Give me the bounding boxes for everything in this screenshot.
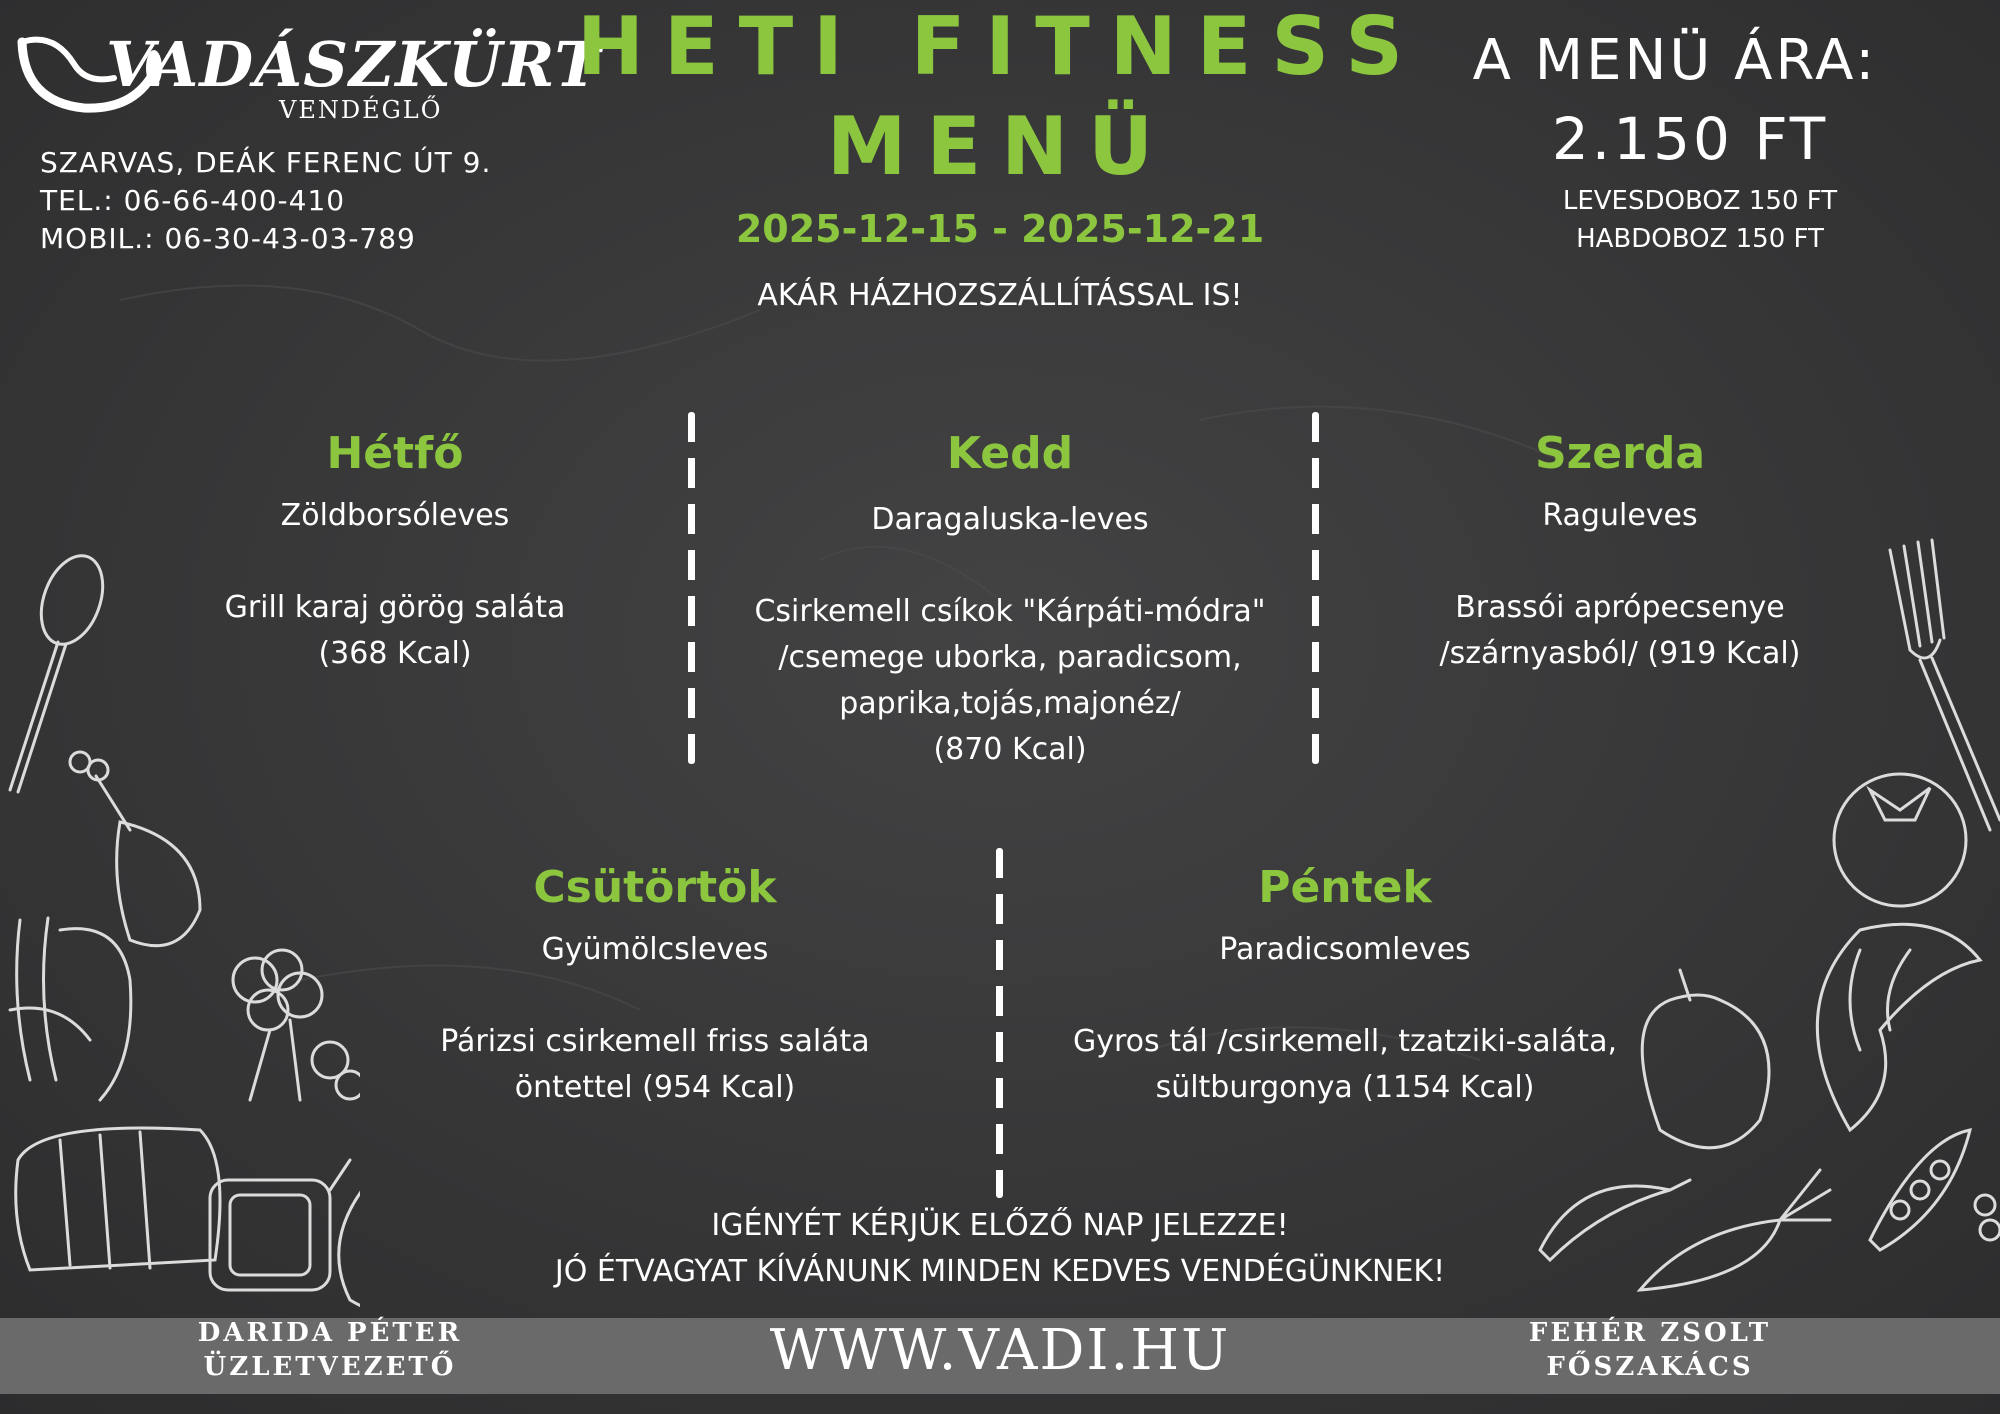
- menu-title-line2: MENÜ: [826, 100, 1174, 193]
- order-notice: IGÉNYÉT KÉRJÜK ELŐZŐ NAP JELEZZE!: [711, 1208, 1289, 1243]
- garlic-icon: [330, 1160, 360, 1315]
- logo-subtitle: VENDÉGLŐ: [279, 96, 443, 124]
- main-dish-line: Grill karaj görög saláta: [224, 590, 566, 625]
- main-dish-line: (870 Kcal): [933, 732, 1087, 767]
- main-dish-line: sültburgonya (1154 Kcal): [1155, 1070, 1535, 1105]
- logo-name: VADÁSZKÜRT: [106, 28, 602, 101]
- sausage-icon: [10, 918, 131, 1100]
- menu-dates: 2025-12-15 - 2025-12-21: [735, 207, 1265, 251]
- soup-item: Paradicsomleves: [1219, 932, 1471, 967]
- fork-icon: [1890, 540, 2000, 830]
- tomato-icon: [1834, 774, 1966, 906]
- contact-address: SZARVAS, DEÁK FERENC ÚT 9.: [40, 146, 492, 179]
- broccoli-icon: [233, 950, 360, 1100]
- bread-icon: [16, 1128, 330, 1290]
- column-divider: [1312, 412, 1319, 764]
- chicken-leg-icon: [70, 752, 200, 946]
- main-dish-line: /szárnyasból/ (919 Kcal): [1439, 636, 1801, 671]
- bon-appetit-note: JÓ ÉTVAGYAT KÍVÁNUNK MINDEN KEDVES VENDÉGÜNKNEK!: [554, 1254, 1446, 1289]
- chili-icon: [1540, 1180, 1690, 1260]
- left-food-illustrations: [0, 540, 360, 1330]
- day-name: Csütörtök: [533, 862, 777, 913]
- chef-name: FEHÉR ZSOLT: [1528, 1318, 1772, 1348]
- peas-icon: [1870, 1130, 2000, 1250]
- day-name: Péntek: [1258, 862, 1432, 913]
- right-food-illustrations: [1520, 530, 2000, 1330]
- price-value: 2.150 FT: [1551, 105, 1829, 173]
- main-dish-line: Gyros tál /csirkemell, tzatziki-saláta,: [1073, 1024, 1617, 1059]
- soup-item: Raguleves: [1542, 498, 1698, 533]
- main-dish-line: /csemege uborka, paradicsom,: [778, 640, 1242, 675]
- main-dish-line: (368 Kcal): [318, 636, 472, 671]
- column-divider: [688, 412, 695, 764]
- delivery-note: AKÁR HÁZHOZSZÁLLÍTÁSSAL IS!: [757, 278, 1243, 313]
- main-dish-line: Brassói aprópecsenye: [1455, 590, 1785, 625]
- main-dish-line: paprika,tojás,majonéz/: [839, 686, 1181, 721]
- day-column-thursday: [410, 862, 900, 1111]
- manager-name: DARIDA PÉTER: [197, 1318, 463, 1348]
- restaurant-logo: [14, 8, 602, 128]
- day-name: Hétfő: [326, 428, 464, 479]
- main-dish-line: Párizsi csirkemell friss saláta: [440, 1024, 870, 1059]
- soup-box-price: LEVESDOBOZ 150 FT: [1562, 186, 1838, 216]
- menu-title-line1: HETI FITNESS: [576, 0, 1423, 93]
- day-name: Kedd: [946, 428, 1074, 479]
- website-link[interactable]: WWW.VADI.HU: [769, 1318, 1231, 1383]
- day-column-tuesday: [720, 428, 1300, 773]
- foam-box-price: HABDOBOZ 150 FT: [1576, 224, 1824, 254]
- contact-phone: TEL.: 06-66-400-410: [40, 184, 346, 217]
- day-name: Szerda: [1534, 428, 1706, 479]
- soup-item: Gyümölcsleves: [541, 932, 769, 967]
- main-dish-line: öntettel (954 Kcal): [514, 1070, 796, 1105]
- pepper-icon: [1642, 970, 1769, 1148]
- column-divider: [996, 848, 1003, 1198]
- soup-item: Zöldborsóleves: [280, 498, 510, 533]
- contact-mobile: MOBIL.: 06-30-43-03-789: [40, 222, 416, 255]
- soup-item: Daragaluska-leves: [871, 502, 1149, 537]
- price-label: A MENÜ ÁRA:: [1472, 28, 1878, 93]
- main-dish-line: Csirkemell csíkok "Kárpáti-módra": [754, 594, 1266, 629]
- manager-role: ÜZLETVEZETŐ: [203, 1352, 457, 1382]
- carrot-icon: [1640, 1170, 1830, 1290]
- chef-role: FŐSZAKÁCS: [1546, 1352, 1754, 1382]
- spoon-icon: [10, 547, 114, 792]
- croissant-icon: [1817, 924, 1980, 1130]
